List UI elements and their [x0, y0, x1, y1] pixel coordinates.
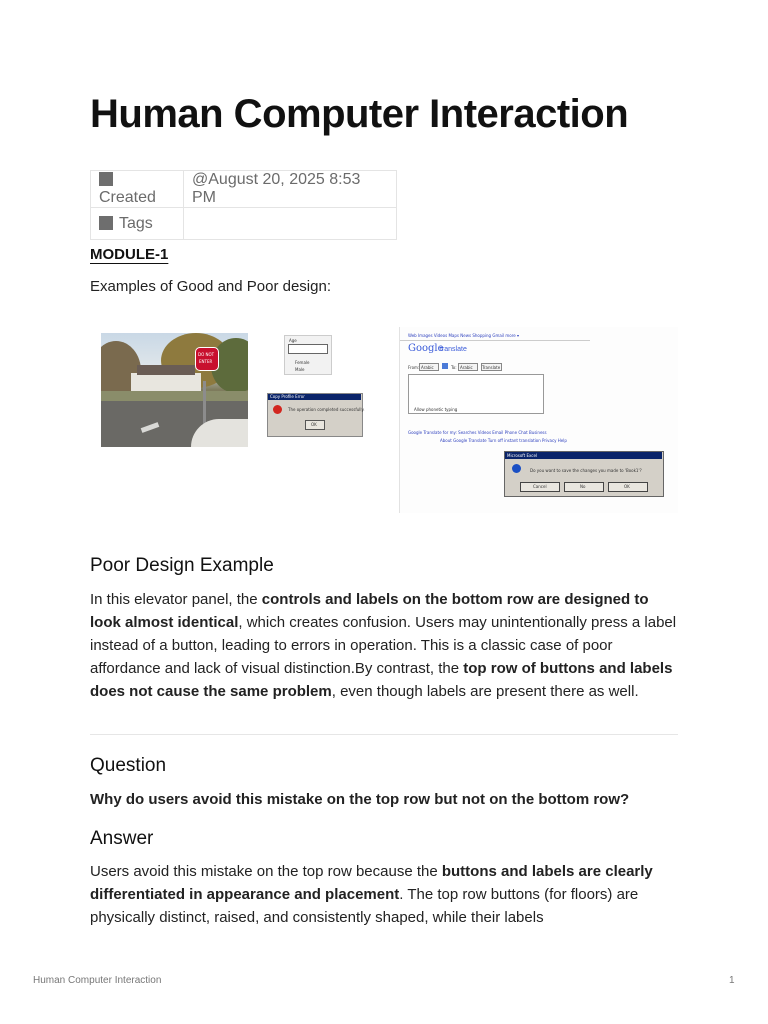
property-row-tags	[91, 208, 397, 240]
excel-dialog-message: Do you want to save the changes you made to 'Book1'?	[530, 468, 642, 473]
property-value-tags[interactable]	[184, 208, 397, 240]
property-key	[91, 208, 184, 240]
answer-heading: Answer	[90, 828, 154, 849]
bold-text: controls and labels on the bottom row are designed to look almost identical	[90, 591, 649, 631]
intro-text: Examples of Good and Poor design:	[90, 278, 331, 295]
poor-design-paragraph	[90, 588, 678, 703]
property-icon	[99, 172, 113, 186]
excel-dialog-title: Microsoft Excel	[507, 453, 538, 458]
question-heading: Question	[90, 755, 167, 776]
to-label: To:	[451, 365, 457, 370]
page-number: 1	[729, 975, 735, 986]
stop-sign-text: DO NOT	[198, 352, 215, 357]
text: , which creates confusion. Users may unintentionally press a label instead of a button, leading to errors in operation. This is a classic case of poor affordance and lack of visual distinction.By contrast, the	[90, 614, 677, 677]
answer-paragraph	[90, 860, 678, 929]
checkbox-male: Male	[295, 367, 305, 372]
google-logo: Google	[408, 343, 444, 354]
text: In this elevator panel, the	[90, 591, 262, 608]
bold-text: Why do users avoid this mistake on the top row but not on the bottom row?	[90, 791, 630, 808]
translate-word: translate	[440, 346, 467, 353]
google-nav-links: Web Images Videos Maps News Shopping Gmail more ▾	[408, 333, 519, 338]
footer-title: Human Computer Interaction	[33, 975, 162, 986]
from-label: From:	[408, 365, 420, 370]
google-footer-links: About Google Translate Turn off instant translation Privacy Help	[440, 438, 567, 443]
google-translate-screenshot	[399, 327, 678, 513]
to-select: Arabic	[460, 365, 473, 370]
bold-text: buttons and labels are clearly differentiated in appearance and placement	[90, 863, 653, 903]
checkbox-female: Female	[295, 360, 310, 365]
dialog-message: The operation completed successfully.	[288, 407, 365, 412]
properties-table	[90, 170, 397, 240]
module-heading: MODULE-1	[90, 246, 169, 263]
text: . The top row buttons (for floors) are physically distinct, raised, and consistently shaped, while their labels	[90, 886, 639, 926]
dialog-ok-button: OK	[311, 422, 317, 427]
text: , even though labels are present there as well.	[331, 683, 639, 700]
age-label: Age	[289, 338, 297, 343]
stop-sign-photo	[101, 333, 248, 447]
error-dialog-screenshot	[267, 335, 365, 437]
text: Users avoid this mistake on the top row because the	[90, 863, 442, 880]
poor-design-heading: Poor Design Example	[90, 555, 274, 576]
divider	[90, 734, 678, 735]
bold-text: top row of buttons and labels does not cause the same problem	[90, 660, 673, 700]
property-key	[91, 171, 184, 208]
property-key-label: Tags	[119, 214, 153, 232]
property-icon	[99, 216, 113, 230]
property-key-label: Created	[99, 189, 156, 206]
property-row-created	[91, 171, 397, 208]
translate-button: Translate	[482, 365, 501, 370]
excel-ok-button: OK	[624, 484, 630, 489]
stop-sign-text: ENTER	[199, 359, 213, 364]
info-icon	[512, 464, 521, 473]
question-text	[90, 788, 678, 811]
google-footer-services: Google Translate for my: Searches Videos Email Phone Chat Business	[408, 430, 547, 435]
error-icon	[273, 405, 282, 414]
excel-cancel-button: Cancel	[533, 484, 547, 489]
page-title: Human Computer Interaction	[90, 92, 629, 136]
property-value-created[interactable]: @August 20, 2025 8:53 PM	[184, 171, 397, 208]
phonetic-checkbox: Allow phonetic typing	[414, 407, 458, 412]
excel-no-button: No	[580, 484, 586, 489]
from-select: Arabic	[421, 365, 434, 370]
dialog-title: Copy Profile Error	[270, 394, 305, 399]
